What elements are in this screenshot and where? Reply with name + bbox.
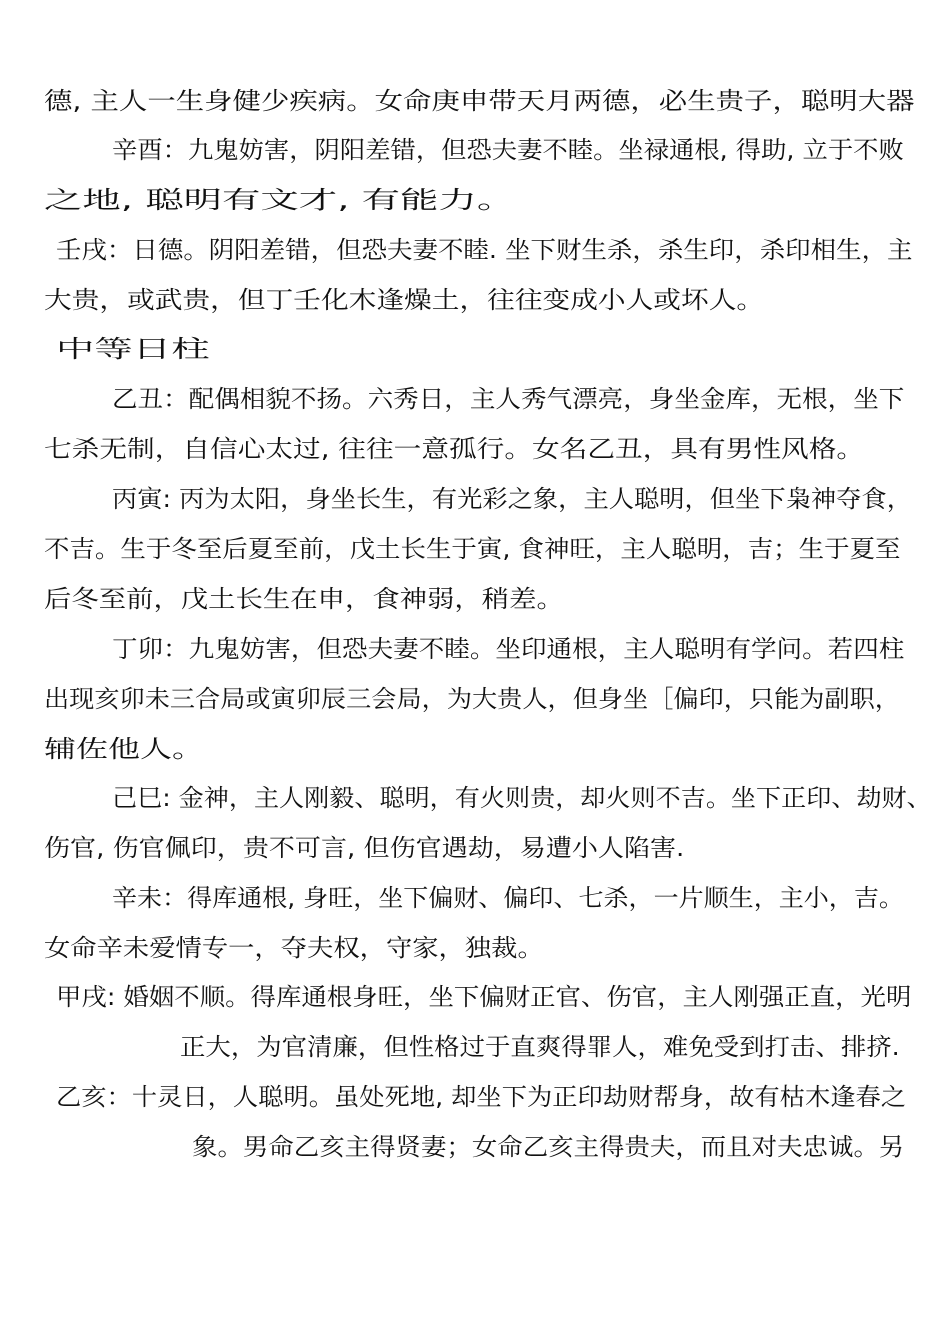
text-line-18: 女命辛未爱情专一，夺夫权，守家，独裁。 bbox=[44, 934, 544, 962]
text-line-13: 出现亥卯未三合局或寅卯辰三会局，为大贵人，但身坐［偏印，只能为副职， bbox=[44, 685, 900, 713]
text-line-19: 甲戌: 婚姻不顺。得库通根身旺，坐下偏财正官、伤官，主人刚强正直，光明 bbox=[56, 983, 912, 1011]
text-line-2: 辛酉：九鬼妨害，阴阳差错，但恐夫妻不睦。坐禄通根, 得助, 立于不败 bbox=[112, 136, 904, 164]
text-line-1: 德, 主人一生身健少疾病。女命庚申带天月两德，必生贵子，聪明大器 bbox=[44, 87, 915, 115]
text-line-3: 之地, 聪明有文才, 有能力。 bbox=[44, 186, 516, 214]
text-line-21: 乙亥：十灵日，人聪明。虽处死地, 却坐下为正印劫财帮身，故有枯木逢春之 bbox=[56, 1083, 907, 1111]
text-line-17: 辛未：得库通根, 身旺，坐下偏财、偏印、七杀，一片顺生，主小，吉。 bbox=[112, 884, 904, 912]
text-line-15: 己巳: 金神，主人刚毅、聪明，有火则贵，却火则不吉。坐下正印、劫财、 bbox=[112, 784, 932, 812]
section-heading: 中等日柱 bbox=[56, 335, 210, 363]
text-line-11: 后冬至前，戊土长生在申，食神弱，稍差。 bbox=[44, 585, 564, 613]
text-line-20: 正大，为官清廉，但性格过于直爽得罪人，难免受到打击、排挤. bbox=[180, 1033, 900, 1061]
text-line-5: 大贵，或武贵，但丁壬化木逢燥土，往往变成小人或坏人。 bbox=[44, 286, 765, 314]
text-line-12: 丁卯：九鬼妨害，但恐夫妻不睦。坐印通根，主人聪明有学问。若四柱 bbox=[112, 635, 905, 663]
text-line-10: 不吉。生于冬至后夏至前，戊土长生于寅, 食神旺，主人聪明，吉；生于夏至 bbox=[44, 535, 901, 563]
text-line-16: 伤官, 伤官佩印，贵不可言, 但伤官遇劫，易遭小人陷害. bbox=[44, 834, 685, 862]
text-line-14: 辅佐他人。 bbox=[44, 735, 204, 763]
text-line-22: 象。男命乙亥主得贤妻；女命乙亥主得贵夫，而且对夫忠诚。另 bbox=[192, 1133, 905, 1161]
text-line-4: 壬戌：日德。阴阳差错，但恐夫妻不睦. 坐下财生杀，杀生印，杀印相生，主 bbox=[56, 236, 913, 264]
text-line-7: 乙丑：配偶相貌不扬。六秀日，主人秀气漂亮，身坐金库，无根，坐下 bbox=[112, 385, 905, 413]
text-line-9: 丙寅: 丙为太阳，身坐长生，有光彩之象，主人聪明，但坐下枭神夺食， bbox=[112, 485, 912, 513]
text-line-8: 七杀无制，自信心太过, 往往一意孤行。女名乙丑，具有男性风格。 bbox=[44, 435, 865, 463]
